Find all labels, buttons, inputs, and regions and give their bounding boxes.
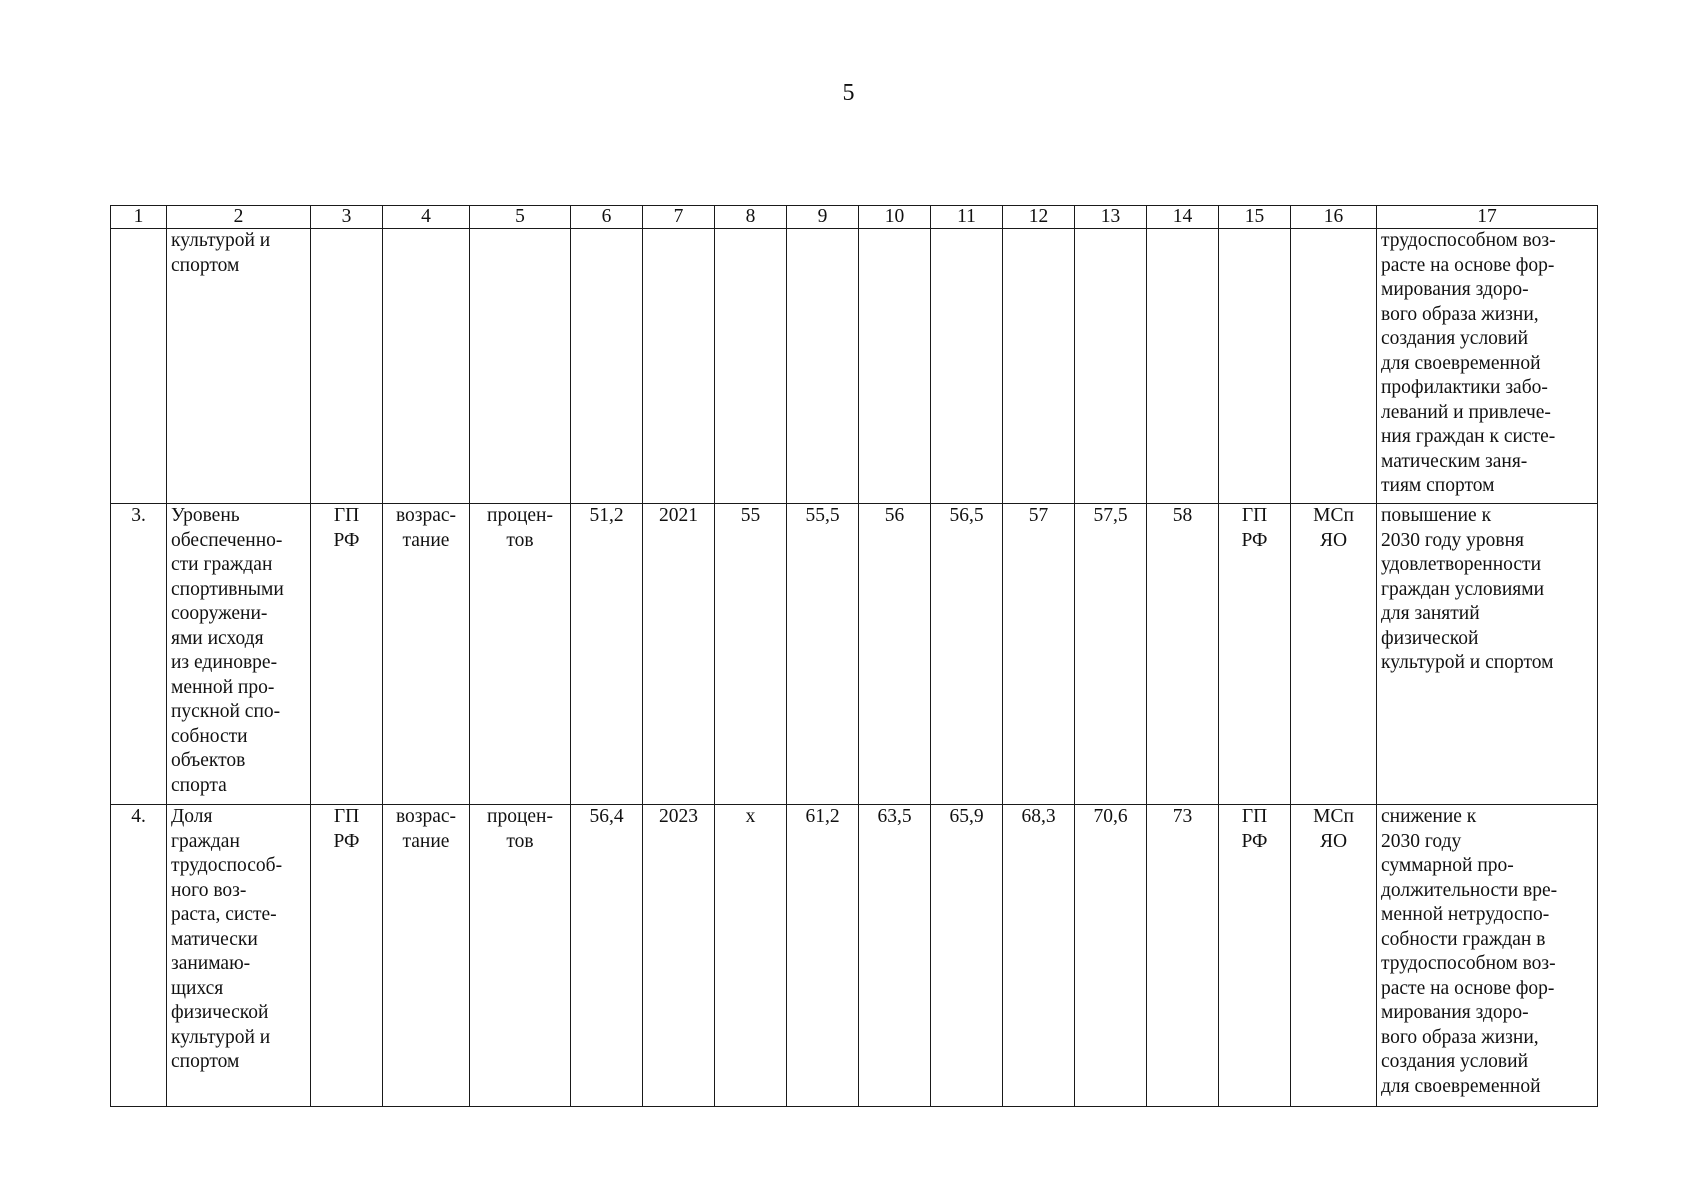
table-row [111, 504, 1598, 805]
col-header-8: 8 [715, 206, 787, 229]
base-value: 51,2 [571, 504, 643, 805]
indicator-trend: возрас- тание [383, 504, 470, 805]
value-col-8: х [715, 805, 787, 1107]
col-header-16: 16 [1291, 206, 1377, 229]
value-col-9: 61,2 [787, 805, 859, 1107]
col-header-5: 5 [470, 206, 571, 229]
value-col-14 [1147, 229, 1219, 504]
indicator-trend: возрас- тание [383, 805, 470, 1107]
indicator-name: Уровень обеспеченно- сти граждан спортивными сооружени- ями исходя из единовре- менной про- пускной спо- собности объектов спорта [167, 504, 311, 805]
responsible-body: МСп ЯО [1291, 805, 1377, 1107]
base-year: 2021 [643, 504, 715, 805]
indicator-name: Доля граждан трудоспособ- ного воз- раста, систе- матически занимаю- щихся физической культурой и спортом [167, 805, 311, 1107]
indicator-goal: трудоспособном воз- расте на основе фор- мирования здоро- вого образа жизни, создания условий для своевременной профилактики забо- леваний и привлече- ния граждан к систе- матическим заня- тиям спортом [1377, 229, 1598, 504]
indicator-level: ГП РФ [311, 805, 383, 1107]
value-col-12: 57 [1003, 504, 1075, 805]
col-header-17: 17 [1377, 206, 1598, 229]
row-number: 4. [111, 805, 167, 1107]
indicator-level: ГП РФ [311, 504, 383, 805]
value-col-12 [1003, 229, 1075, 504]
page-number: 5 [842, 80, 855, 106]
responsible-body: МСп ЯО [1291, 504, 1377, 805]
base-value: 56,4 [571, 805, 643, 1107]
document-source [1219, 229, 1291, 504]
col-header-7: 7 [643, 206, 715, 229]
col-header-15: 15 [1219, 206, 1291, 229]
base-value [571, 229, 643, 504]
value-col-8: 55 [715, 504, 787, 805]
row-number [111, 229, 167, 504]
value-col-11: 65,9 [931, 805, 1003, 1107]
table-row [111, 229, 1598, 504]
col-header-10: 10 [859, 206, 931, 229]
indicator-unit: процен- тов [470, 504, 571, 805]
base-year [643, 229, 715, 504]
table-row [111, 805, 1598, 1107]
indicator-name: культурой и спортом [167, 229, 311, 504]
col-header-6: 6 [571, 206, 643, 229]
row-number: 3. [111, 504, 167, 805]
value-col-8 [715, 229, 787, 504]
value-col-10 [859, 229, 931, 504]
indicator-unit [470, 229, 571, 504]
col-header-3: 3 [311, 206, 383, 229]
value-col-10: 56 [859, 504, 931, 805]
col-header-11: 11 [931, 206, 1003, 229]
value-col-14: 73 [1147, 805, 1219, 1107]
value-col-13 [1075, 229, 1147, 504]
col-header-9: 9 [787, 206, 859, 229]
indicator-unit: процен- тов [470, 805, 571, 1107]
col-header-12: 12 [1003, 206, 1075, 229]
value-col-11: 56,5 [931, 504, 1003, 805]
indicator-goal: снижение к 2030 году суммарной про- должительности вре- менной нетрудоспо- собности граждан в трудоспособном воз- расте на основе фор- мирования здоро- вого образа жизни, создания условий для своевременной [1377, 805, 1598, 1107]
responsible-body [1291, 229, 1377, 504]
column-number-row [111, 206, 1598, 229]
value-col-13: 70,6 [1075, 805, 1147, 1107]
indicator-trend [383, 229, 470, 504]
document-source: ГП РФ [1219, 504, 1291, 805]
indicator-level [311, 229, 383, 504]
indicators-table [110, 205, 1598, 1107]
value-col-9: 55,5 [787, 504, 859, 805]
col-header-4: 4 [383, 206, 470, 229]
value-col-10: 63,5 [859, 805, 931, 1107]
base-year: 2023 [643, 805, 715, 1107]
value-col-12: 68,3 [1003, 805, 1075, 1107]
value-col-14: 58 [1147, 504, 1219, 805]
col-header-13: 13 [1075, 206, 1147, 229]
col-header-2: 2 [167, 206, 311, 229]
document-source: ГП РФ [1219, 805, 1291, 1107]
col-header-1: 1 [111, 206, 167, 229]
indicator-goal: повышение к 2030 году уровня удовлетворенности граждан условиями для занятий физической культурой и спортом [1377, 504, 1598, 805]
value-col-9 [787, 229, 859, 504]
value-col-11 [931, 229, 1003, 504]
value-col-13: 57,5 [1075, 504, 1147, 805]
col-header-14: 14 [1147, 206, 1219, 229]
